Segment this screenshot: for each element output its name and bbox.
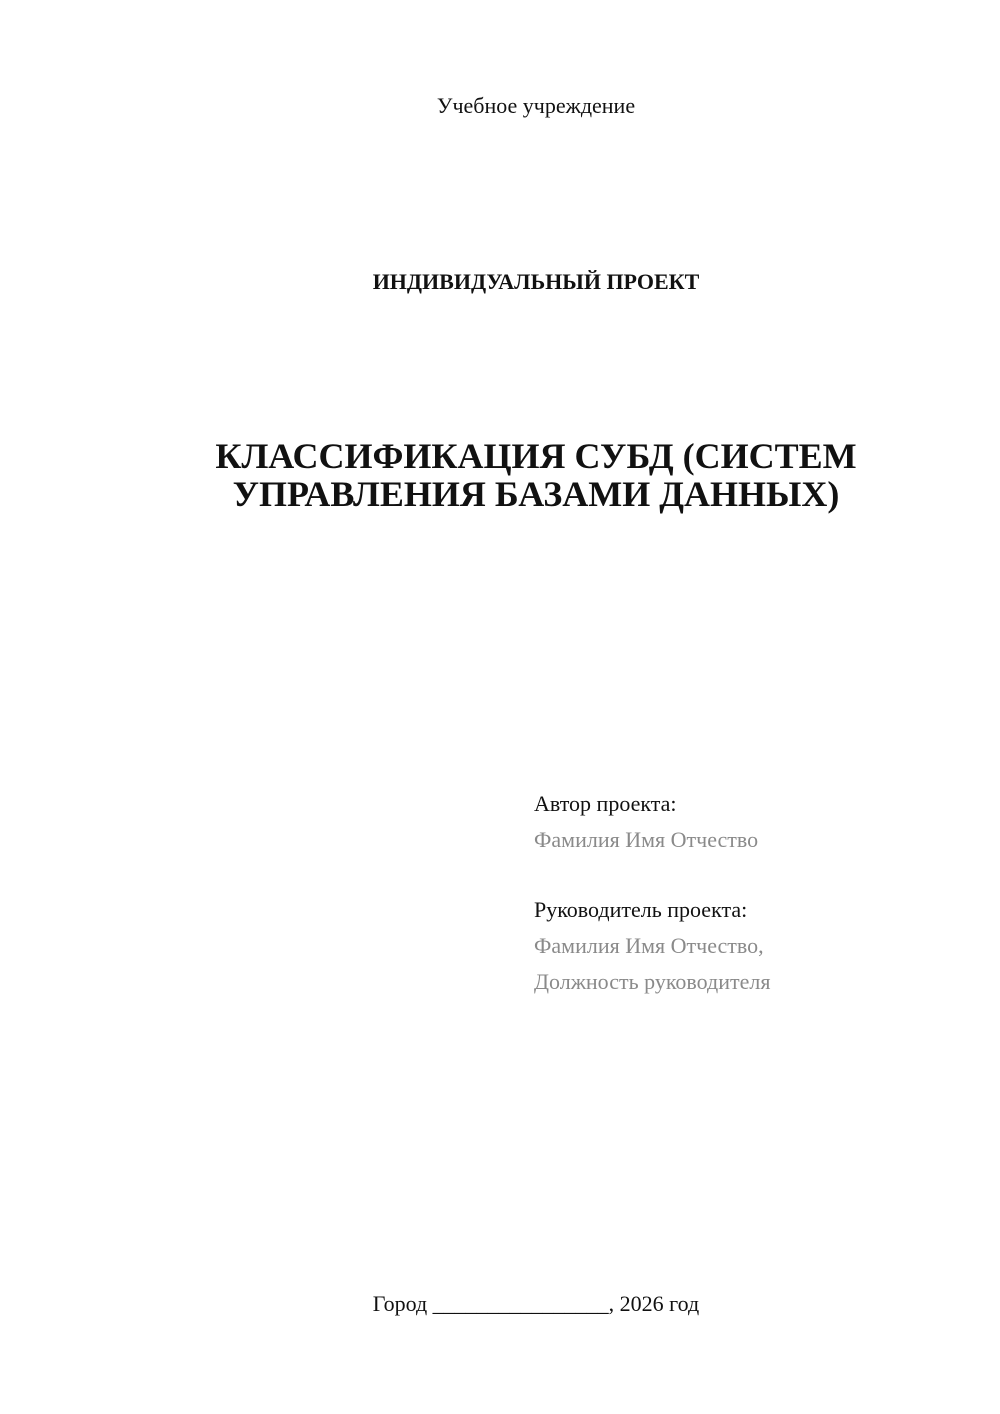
project-title — [160, 437, 912, 513]
supervisor-name: Фамилия Имя Отчество, — [534, 933, 764, 958]
supervisor-label: Руководитель проекта: — [534, 897, 748, 922]
city-year-line: Город ________________, 2026 год — [372, 1291, 700, 1316]
author-name: Фамилия Имя Отчество — [534, 827, 759, 852]
institution-name: Учебное учреждение — [436, 93, 636, 118]
supervisor-block — [534, 892, 974, 1000]
supervisor-position: Должность руководителя — [534, 969, 771, 994]
project-title-line-1: КЛАССИФИКАЦИЯ СУБД (СИСТЕМ — [215, 436, 857, 476]
author-block — [534, 786, 974, 858]
project-type-heading: ИНДИВИДУАЛЬНЫЙ ПРОЕКТ — [372, 269, 700, 294]
project-title-line-2: УПРАВЛЕНИЯ БАЗАМИ ДАННЫХ) — [232, 474, 840, 514]
author-label: Автор проекта: — [534, 791, 677, 816]
